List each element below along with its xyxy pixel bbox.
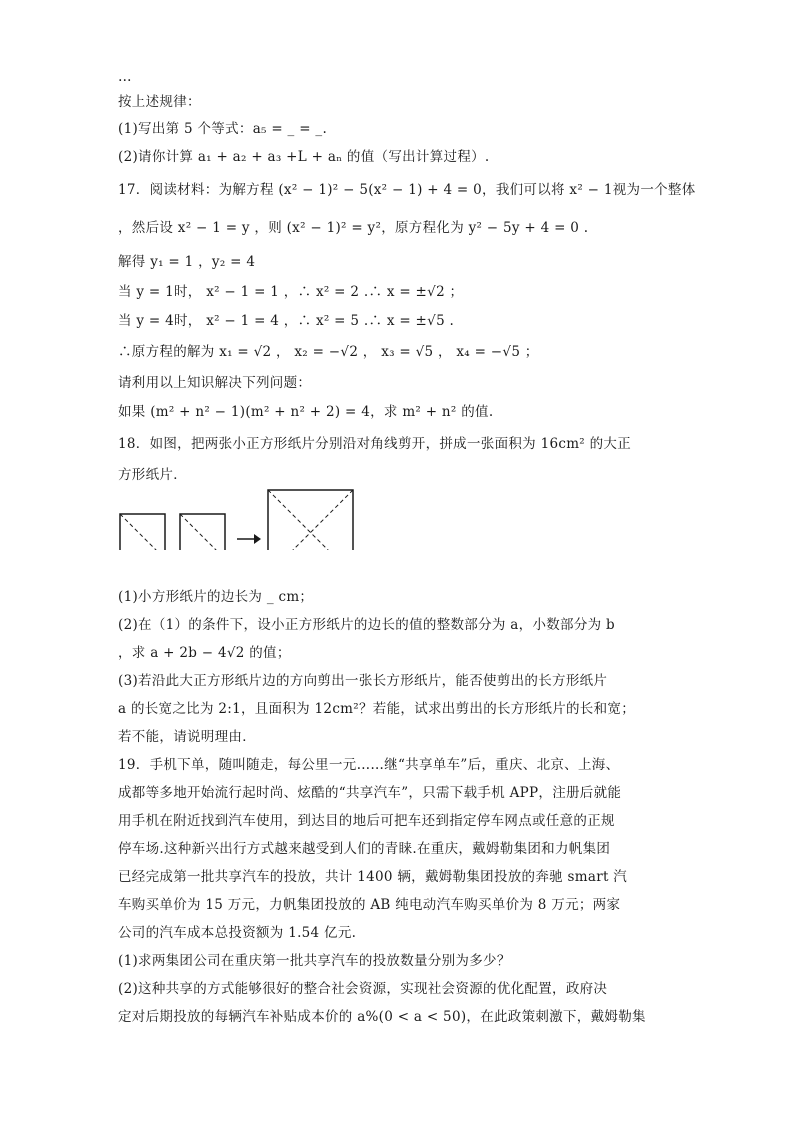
- q17-line2: ，然后设 x² − 1 = y ，则 (x² − 1)² = y²，原方程化为 y² − 5y + 4 = 0 .: [118, 220, 589, 236]
- q19-line3: 用手机在附近找到汽车使用，到达目的地后可把车还到指定停车网点或任意的正规: [118, 813, 615, 829]
- large-square: [268, 490, 353, 550]
- q19-part1: (1)求两集团公司在重庆第一批共享汽车的投放数量分别为多少？: [118, 953, 511, 969]
- q19-line4: 停车场.这种新兴出行方式越来越受到人们的青睐.在重庆，戴姆勒集团和力帆集团: [118, 841, 611, 857]
- q17-line1: 17．阅读材料：为解方程 (x² − 1)² − 5(x² − 1) + 4 = 0，我们可以将 x² − 1视为一个整体: [118, 182, 696, 198]
- q19-line2: 成都等多地开始流行起时尚、炫酷的“共享汽车”，只需下载手机 APP，注册后就能: [118, 785, 622, 801]
- ellipsis-line: …: [118, 69, 132, 85]
- q17-line3: 解得 y₁ = 1 ，y₂ = 4: [118, 254, 256, 270]
- q19-line1: 19．手机下单，随叫随走，每公里一元……继“共享单车”后，重庆、北京、上海、: [118, 757, 620, 773]
- small-square-2: [180, 514, 225, 550]
- q18-line1: 18．如图，把两张小正方形纸片分别沿对角线剪开，拼成一张面积为 16cm² 的大正: [118, 436, 632, 452]
- q16-part1: (1)写出第 5 个等式：a₅ = _ = _.: [118, 121, 328, 137]
- q18-part3-line1: (3)若沿此大正方形纸片边的方向剪出一张长方形纸片，能否使剪出的长方形纸片: [118, 673, 608, 689]
- q19-part2-line2: 定对后期投放的每辆汽车补贴成本价的 a%(0 < a < 50)，在此政策刺激下，戴姆勒集: [118, 1009, 646, 1025]
- q18-part2-line2: ，求 a + 2b − 4√2 的值；: [118, 645, 291, 661]
- q18-part3-line2: a 的长宽之比为 2:1，且面积为 12cm²？若能，试求出剪出的长方形纸片的长和宽；: [118, 701, 635, 717]
- small-square-1: [120, 514, 165, 550]
- squares-figure: [118, 488, 358, 550]
- q17-line6: ∴原方程的解为 x₁ = √2 ， x₂ = −√2 ， x₃ = √5 ， x₄ = −√5 ；: [118, 344, 539, 360]
- q19-line6: 车购买单价为 15 万元，力帆集团投放的 AB 纯电动汽车购买单价为 8 万元；两家: [118, 897, 621, 913]
- q16-part2: (2)请你计算 a₁ + a₂ + a₃ +L + aₙ 的值（写出计算过程）.: [118, 149, 490, 165]
- q18-part3-line3: 若不能，请说明理由．: [118, 729, 256, 745]
- q18-part2-line1: (2)在（1）的条件下，设小正方形纸片的边长的值的整数部分为 a，小数部分为 b: [118, 617, 615, 633]
- rule-intro: 按上述规律：: [118, 94, 201, 110]
- q17-line7: 请利用以上知识解决下列问题：: [118, 375, 312, 391]
- q19-part2-line1: (2)这种共享的方式能够很好的整合社会资源，实现社会资源的优化配置，政府决: [118, 981, 608, 997]
- arrow-icon: [237, 534, 261, 544]
- q17-line5: 当 y = 4时， x² − 1 = 4 ，∴ x² = 5 .∴ x = ±√5 .: [118, 313, 455, 329]
- q19-line7: 公司的汽车成本总投资额为 1.54 亿元.: [118, 925, 357, 941]
- q18-part1: (1)小方形纸片的边长为 _ cm；: [118, 589, 314, 605]
- q18-line2: 方形纸片．: [118, 467, 187, 483]
- q17-line4: 当 y = 1时， x² − 1 = 1 ，∴ x² = 2 .∴ x = ±√2 ；: [118, 284, 464, 300]
- q17-line8: 如果 (m² + n² − 1)(m² + n² + 2) = 4，求 m² + n² 的值.: [118, 404, 494, 420]
- q19-line5: 已经完成第一批共享汽车的投放，共计 1400 辆，戴姆勒集团投放的奔驰 smart 汽: [118, 869, 628, 885]
